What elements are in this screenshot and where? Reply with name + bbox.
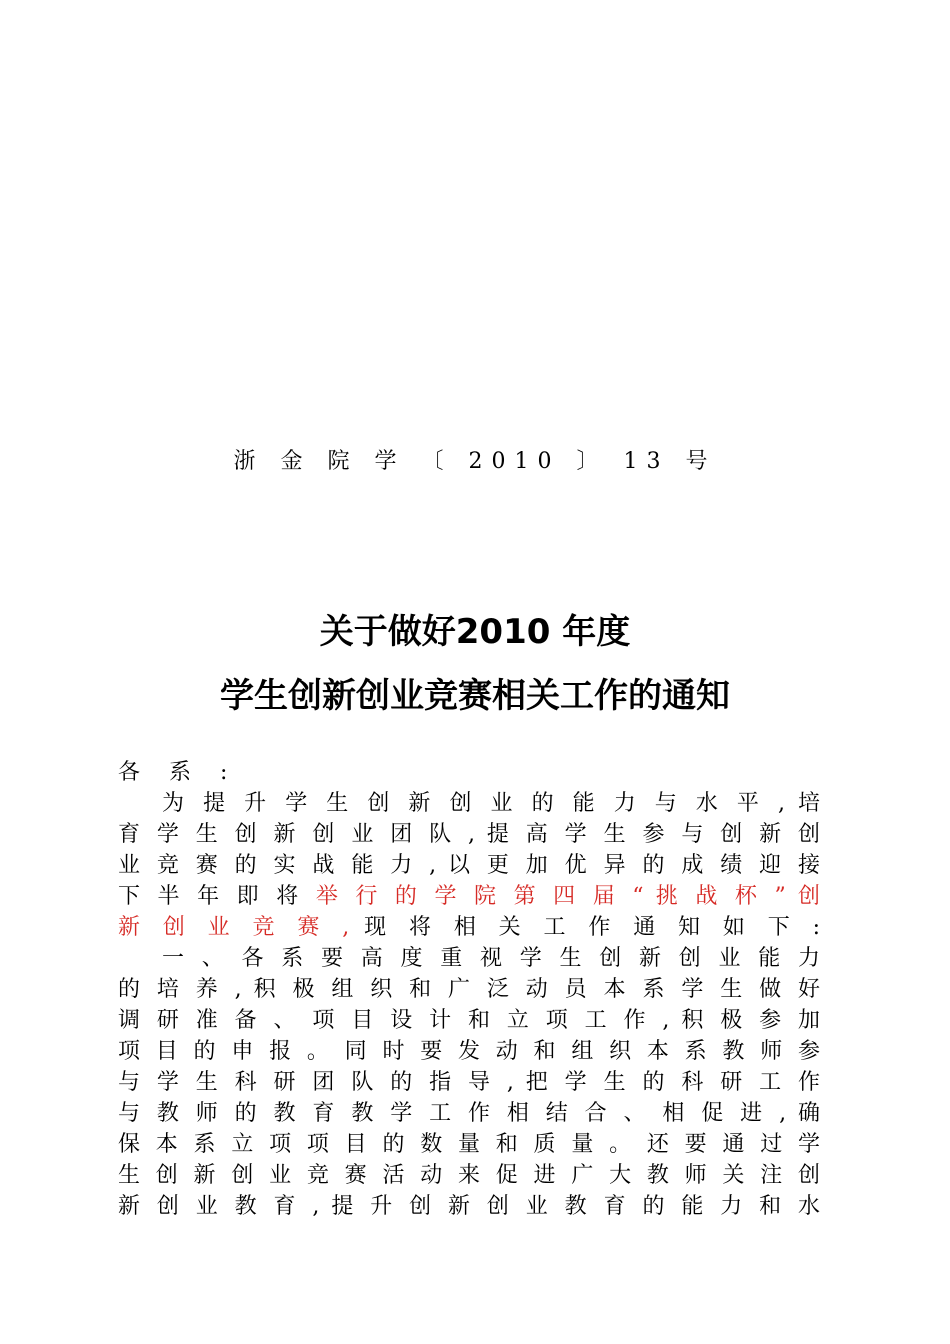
document-title-line-2: 学生创新创业竞赛相关工作的通知	[220, 676, 730, 716]
body-line-with-highlight	[118, 912, 820, 943]
salutation: 各 系 :	[118, 760, 239, 785]
body-line: 与 学 生 科 研 团 队 的 指 导 , 把 学 生 的 科 研 工 作	[118, 1070, 820, 1095]
body-line: 一 、 各 系 要 高 度 重 视 学 生 创 新 创 业 能 力	[162, 946, 820, 971]
document-title-line-1: 关于做好2010 年度	[319, 612, 631, 652]
body-line: 的 培 养 , 积 极 组 织 和 广 泛 动 员 本 系 学 生 做 好	[118, 977, 820, 1002]
body-line: 育 学 生 创 新 创 业 团 队 , 提 高 学 生 参 与 创 新 创	[118, 822, 820, 847]
body-text-segment: 下 半 年 即 将	[118, 884, 304, 909]
body-line: 新 创 业 教 育 , 提 升 创 新 创 业 教 育 的 能 力 和 水	[118, 1194, 820, 1219]
body-line: 保 本 系 立 项 项 目 的 数 量 和 质 量 。 还 要 通 过 学	[118, 1132, 820, 1157]
body-line: 调 研 准 备 、 项 目 设 计 和 立 项 工 作 , 积 极 参 加	[118, 1008, 820, 1033]
body-line: 为 提 升 学 生 创 新 创 业 的 能 力 与 水 平 , 培	[162, 791, 820, 816]
body-line-with-highlight	[118, 881, 820, 912]
document-body	[118, 757, 820, 1222]
body-text-segment: 现 将 相 关 工 作 通 知 如 下 :	[364, 915, 820, 940]
highlighted-text: 新 创 业 竞 赛 ,	[118, 915, 350, 940]
body-line: 业 竞 赛 的 实 战 能 力 , 以 更 加 优 异 的 成 绩 迎 接	[118, 853, 820, 878]
highlighted-text: 举 行 的 学 院 第 四 届 “ 挑 战 杯 ” 创	[315, 884, 821, 909]
body-line: 生 创 新 创 业 竞 赛 活 动 来 促 进 广 大 教 师 关 注 创	[118, 1163, 820, 1188]
body-line: 与 教 师 的 教 育 教 学 工 作 相 结 合 、 相 促 进 , 确	[118, 1101, 820, 1126]
body-line: 项 目 的 申 报 。 同 时 要 发 动 和 组 织 本 系 教 师 参	[118, 1039, 820, 1064]
document-number: 浙 金 院 学 〔 2010 〕 13 号	[233, 449, 717, 474]
